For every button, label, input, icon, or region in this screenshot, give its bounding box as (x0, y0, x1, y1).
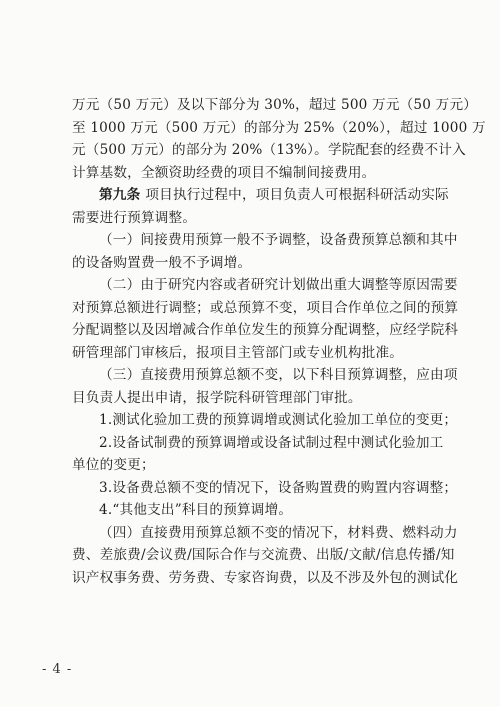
document-body (72, 94, 486, 589)
text-line: 识产权事务费、劳务费、专家咨询费，以及不涉及外包的测试化 (72, 569, 459, 586)
text-line: 目负责人提出申请，报学院科研管理部门审批。 (72, 389, 362, 406)
text-line: （四）直接费用预算总额不变的情况下，材料费、燃料动力 (99, 524, 458, 541)
text-line: 费、差旅费/会议费/国际合作与交流费、出版/文献/信息传播/知 (72, 547, 455, 563)
article-9-first-line (72, 184, 449, 207)
text-line: 元（500 万元）的部分为 20%（13%）。学院配套的经费不计入 (72, 142, 466, 158)
list-item: 1.测试化验加工费的预算调增或测试化验加工单位的变更； (99, 412, 458, 428)
text-line: 计算基数，全额资助经费的项目不编制间接费用。 (72, 164, 376, 181)
text-line: 对预算总额进行调整；或总预算不变，项目合作单位之间的预算 (72, 299, 459, 316)
text-line: 至 1000 万元（500 万元）的部分为 25%（20%），超过 1000 万 (72, 119, 486, 136)
text-line: 需要进行预算调整。 (72, 209, 197, 226)
list-item: 4.“其他支出”科目的预算调增。 (99, 502, 293, 518)
text-line: 万元（50 万元）及以下部分为 30%，超过 500 万元（50 万元） (72, 97, 478, 113)
text-line: 分配调整以及因增减合作单位发生的预算分配调整，应经学院科 (72, 322, 459, 338)
page-number: - 4 - (42, 662, 73, 677)
list-item: 3.设备费总额不变的情况下，设备购置费的购置内容调整； (99, 479, 458, 496)
text-line: （二）由于研究内容或者研究计划做出重大调整等原因需要 (99, 277, 458, 293)
text-line: 项目执行过程中，项目负责人可根据科研活动实际 (145, 187, 449, 203)
list-item: 2.设备试制费的预算调增或设备试制过程中测试化验加工 (99, 434, 444, 451)
text-line: （一）间接费用预算一般不予调整，设备费预算总额和其中 (99, 232, 458, 248)
text-line: 研管理部门审核后，报项目主管部门或专业机构批准。 (72, 344, 404, 361)
text-line: 的设备购置费一般不予调增。 (72, 254, 252, 271)
article-label: 第九条 (99, 187, 141, 203)
text-line: 单位的变更； (72, 457, 155, 473)
text-line: （三）直接费用预算总额不变，以下科目预算调整，应由项 (99, 367, 458, 383)
